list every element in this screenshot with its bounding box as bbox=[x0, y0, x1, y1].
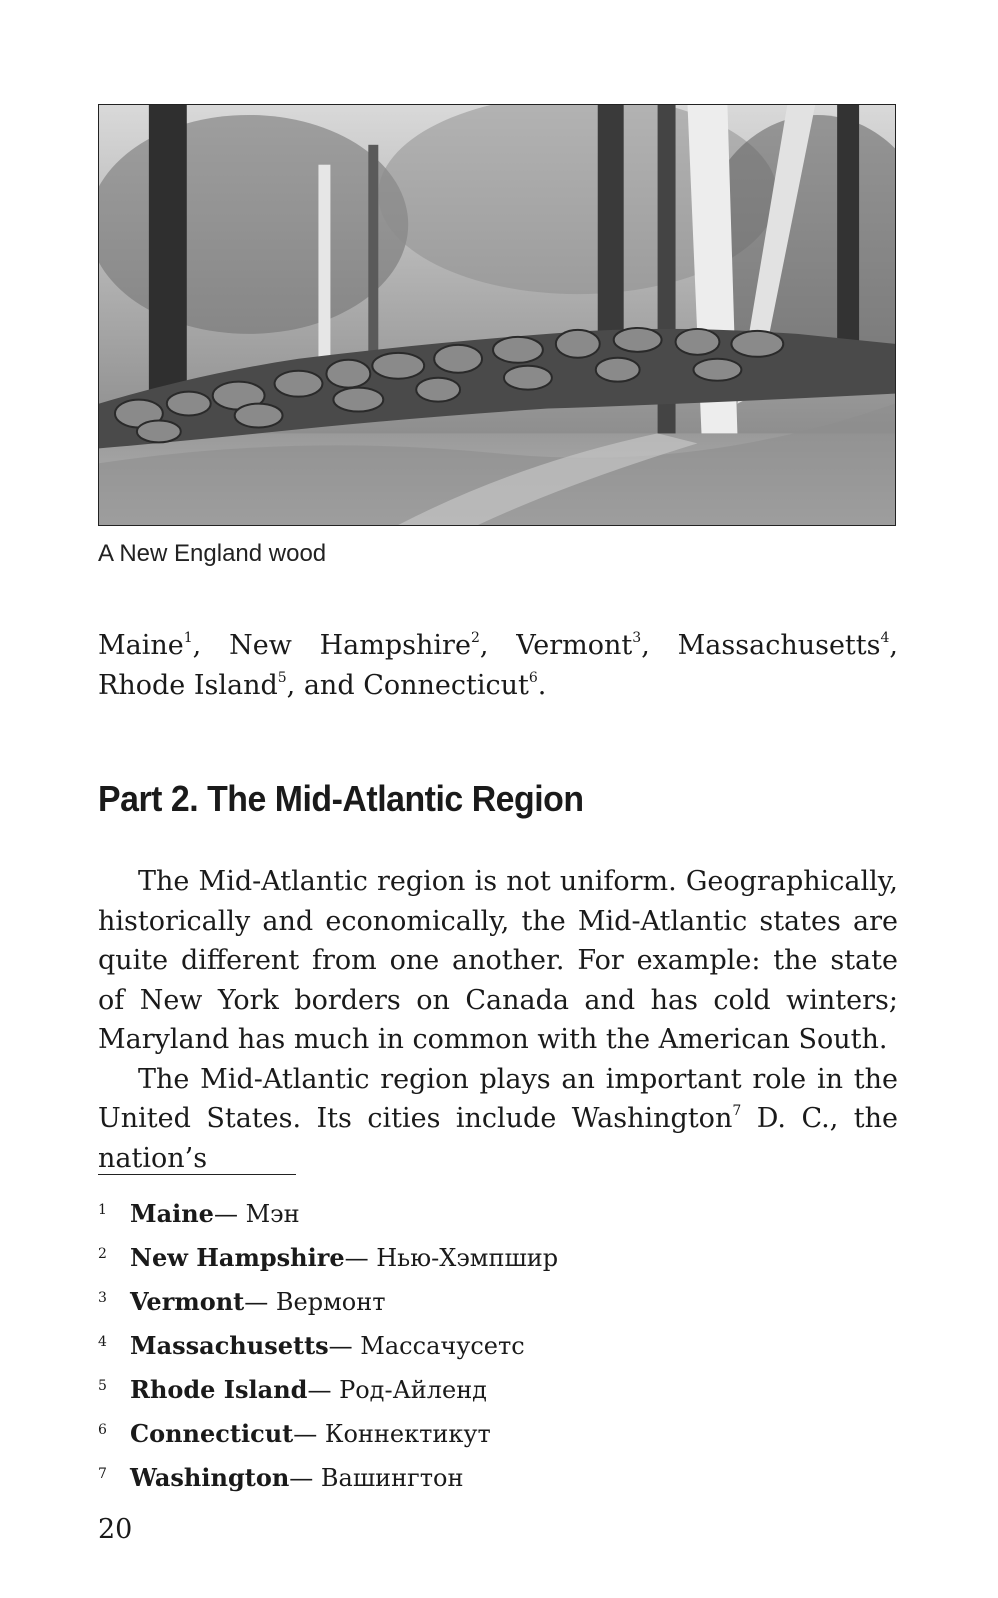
footnote-translation: — Мэн bbox=[213, 1200, 300, 1228]
footnote-number: 4 bbox=[98, 1334, 107, 1350]
footnote-ref[interactable]: 2 bbox=[470, 630, 480, 646]
state-name: Vermont bbox=[516, 630, 633, 661]
section-heading: Part 2. The Mid-Atlantic Region bbox=[98, 778, 584, 819]
footnote-number: 7 bbox=[98, 1466, 107, 1482]
footnote-number: 2 bbox=[98, 1246, 107, 1262]
paragraph-2-text: The Mid-Atlantic region plays an important role in the United States. Its cities include Washington bbox=[98, 1063, 898, 1134]
photo-caption: A New England wood bbox=[98, 540, 327, 567]
footnote-ref[interactable]: 1 bbox=[183, 630, 193, 646]
footnote-translation: — Вашингтон bbox=[289, 1464, 464, 1492]
footnote-item bbox=[98, 1458, 558, 1502]
separator: , bbox=[641, 630, 678, 661]
state-name: Maine bbox=[98, 630, 184, 661]
footnote-item bbox=[98, 1238, 558, 1282]
state-name: New Hampshire bbox=[229, 630, 471, 661]
state-name: Massachusetts bbox=[677, 630, 881, 661]
footnote-item bbox=[98, 1370, 558, 1414]
footnote-term: Vermont bbox=[130, 1287, 245, 1316]
footnote-translation: — Род-Айленд bbox=[307, 1376, 487, 1404]
state-name: Connecticut bbox=[363, 670, 529, 701]
footnote-translation: — Вермонт bbox=[244, 1288, 386, 1316]
footnote-number: 1 bbox=[98, 1202, 107, 1218]
footnote-item bbox=[98, 1282, 558, 1326]
separator: , bbox=[192, 630, 230, 661]
state-name: Rhode Island bbox=[98, 670, 278, 701]
forest-illustration bbox=[99, 105, 895, 525]
footnote-term: Washington bbox=[130, 1463, 290, 1492]
paragraph-2-text-end: D. C., the nation’s bbox=[98, 1103, 898, 1174]
footnote-item bbox=[98, 1414, 558, 1458]
footnote-number: 5 bbox=[98, 1378, 107, 1394]
footnote-term: Maine bbox=[130, 1199, 214, 1228]
new-england-wood-photo bbox=[98, 104, 896, 526]
footnote-item bbox=[98, 1326, 558, 1370]
footnote-ref[interactable]: 6 bbox=[528, 670, 538, 686]
footnote-term: New Hampshire bbox=[130, 1243, 345, 1272]
footnote-number: 3 bbox=[98, 1290, 107, 1306]
states-list-paragraph bbox=[98, 626, 898, 706]
separator: , bbox=[479, 630, 517, 661]
footnote-translation: — Коннектикут bbox=[293, 1420, 491, 1448]
footnote-item bbox=[98, 1194, 558, 1238]
paragraph-1: The Mid-Atlantic region is not uniform. Geographically, historically and economically, the Mid-Atlantic states are quite different from one another. For example: the state of New York borders on Canada and has cold winters; Maryland has much in common with the American South. bbox=[98, 866, 898, 1055]
footnote-term: Massachusetts bbox=[130, 1331, 329, 1360]
footnote-term: Connecticut bbox=[130, 1419, 294, 1448]
section-body bbox=[98, 862, 898, 1178]
footnote-term: Rhode Island bbox=[130, 1375, 308, 1404]
footnote-translation: — Нью-Хэмпшир bbox=[344, 1244, 559, 1272]
footnote-ref[interactable]: 3 bbox=[632, 630, 642, 646]
separator: . bbox=[537, 670, 547, 701]
footnote-divider bbox=[98, 1174, 296, 1175]
footnote-translation: — Массачусетс bbox=[328, 1332, 525, 1360]
separator: , bbox=[889, 630, 898, 661]
footnotes-list bbox=[98, 1194, 558, 1502]
paragraph-2 bbox=[98, 1060, 898, 1179]
footnote-ref[interactable]: 5 bbox=[277, 670, 287, 686]
footnote-ref[interactable]: 7 bbox=[732, 1103, 742, 1119]
page-number: 20 bbox=[98, 1514, 133, 1545]
separator: , and bbox=[286, 670, 364, 701]
footnote-ref[interactable]: 4 bbox=[880, 630, 890, 646]
footnote-number: 6 bbox=[98, 1422, 107, 1438]
